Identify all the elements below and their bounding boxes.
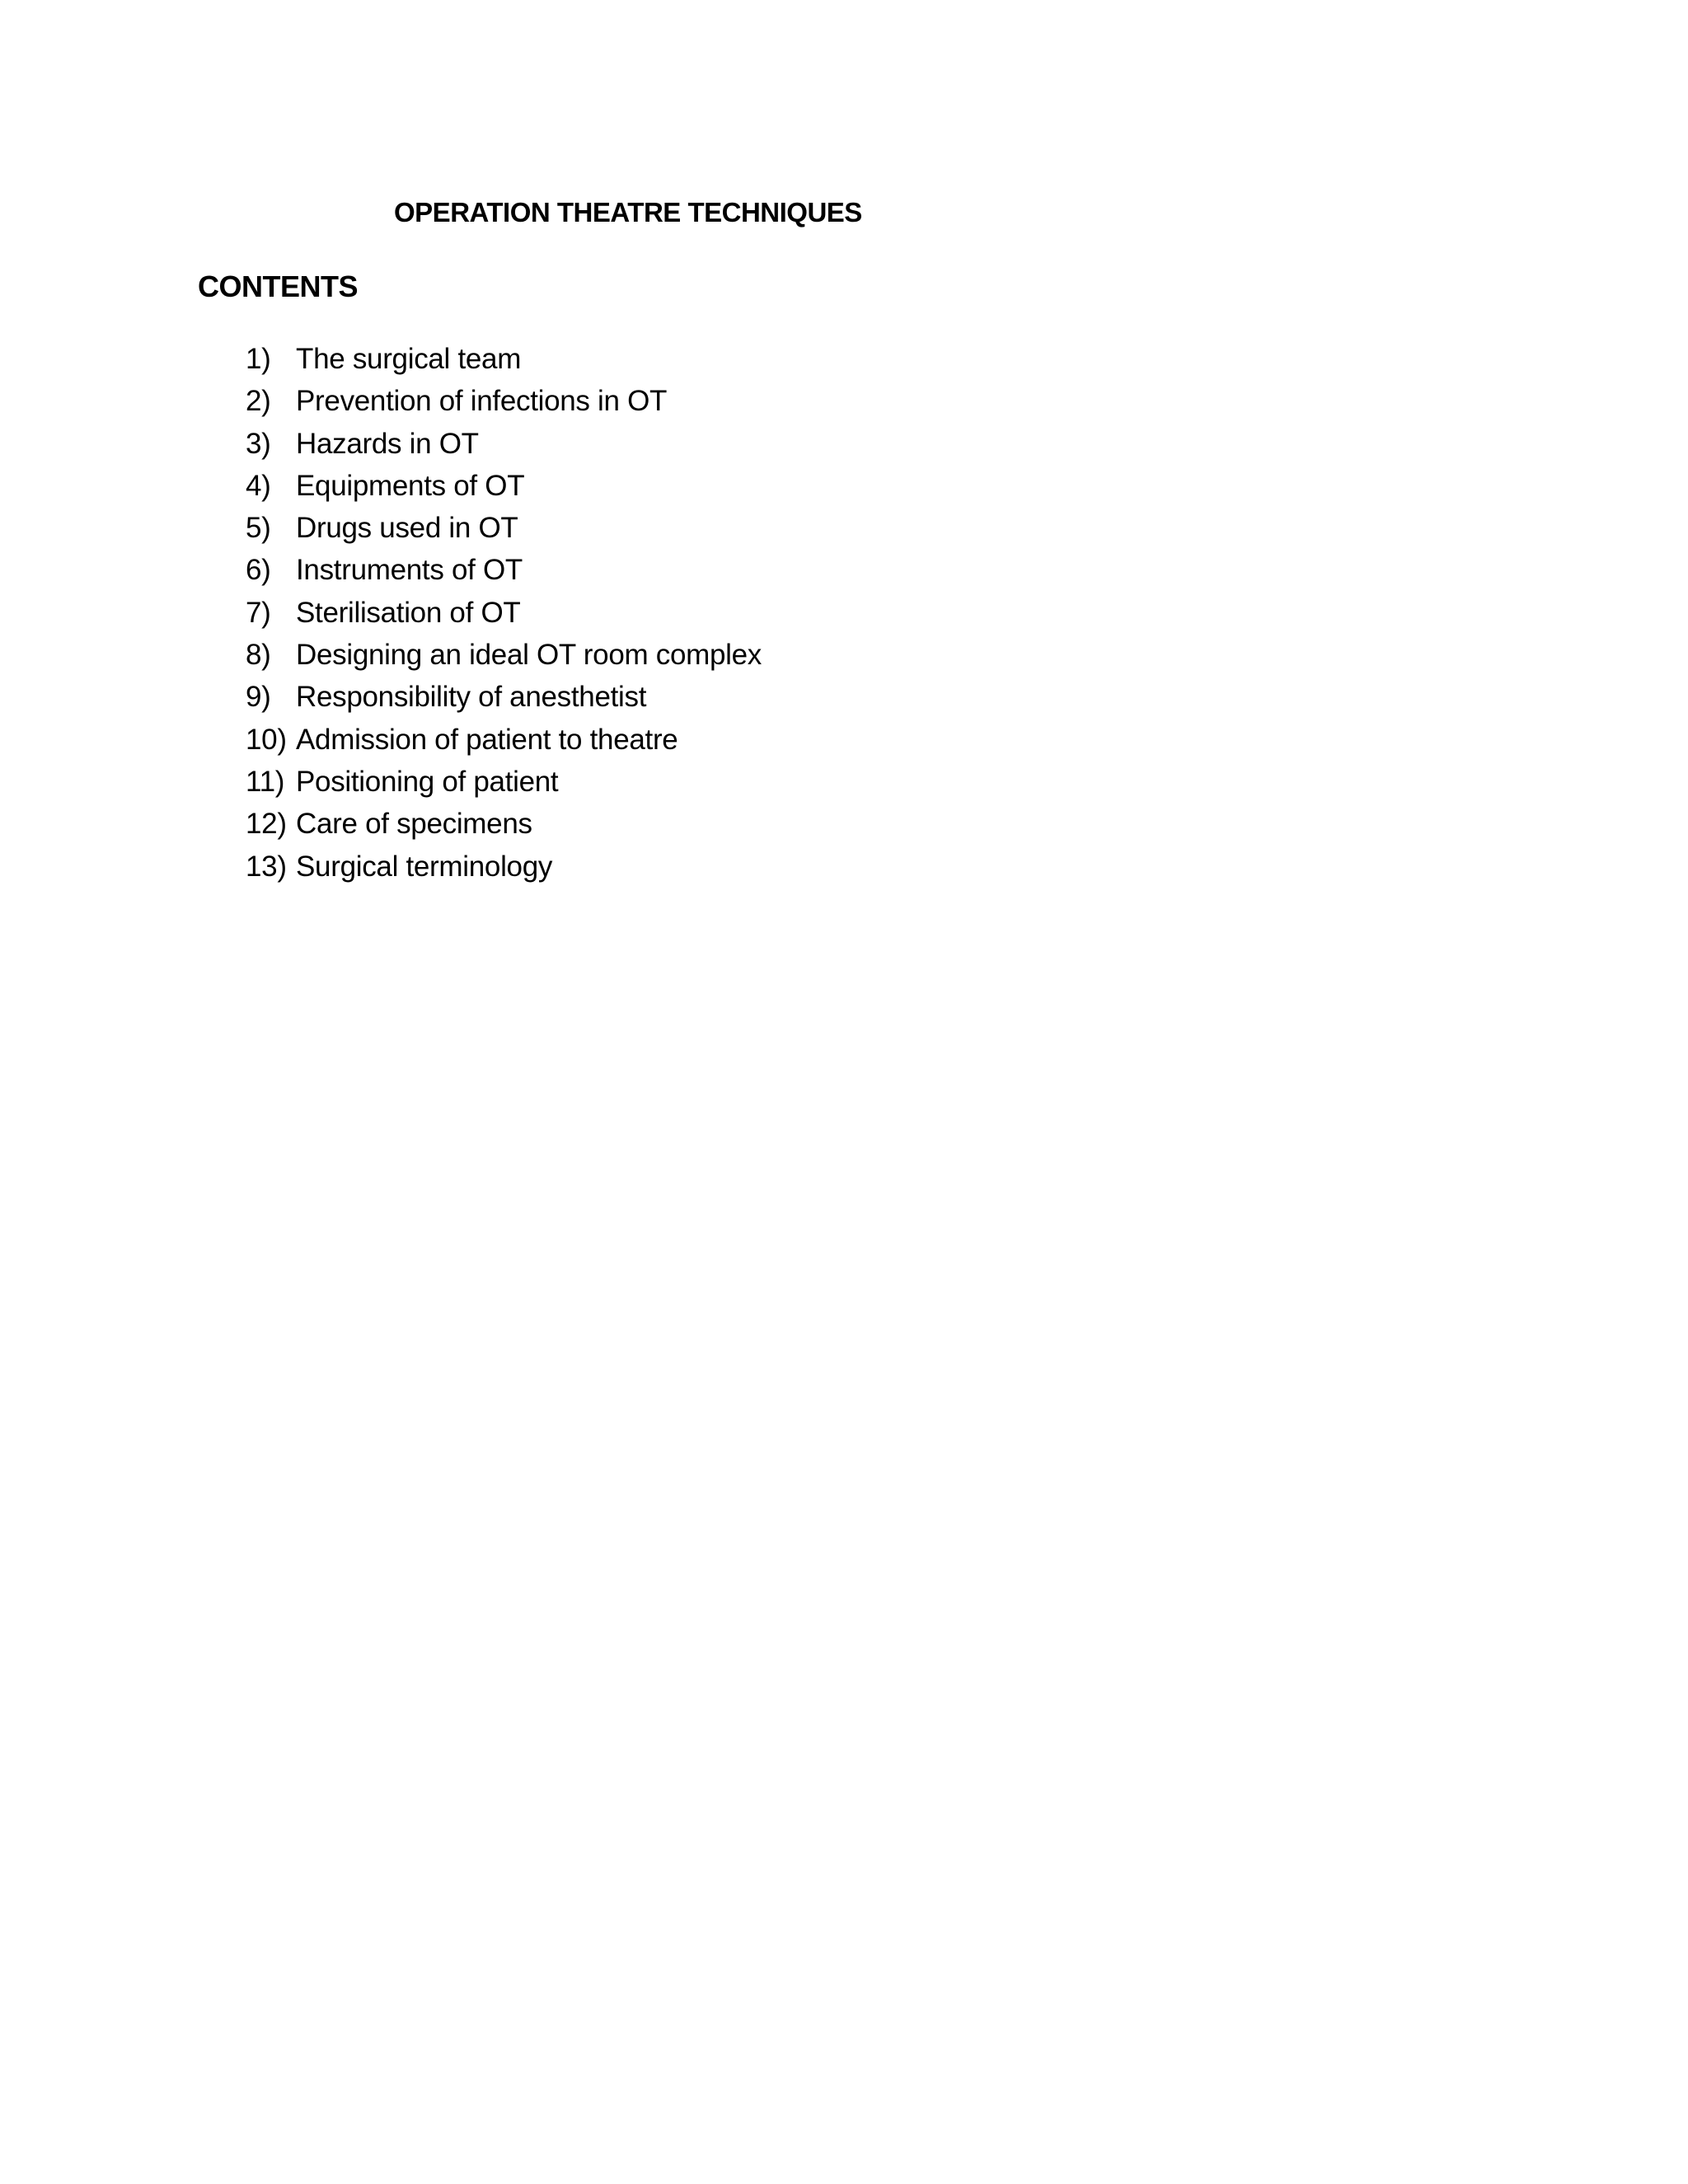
contents-heading: CONTENTS	[198, 269, 358, 303]
list-item-number: 1)	[246, 343, 271, 375]
list-item-text: Surgical terminology	[296, 850, 553, 883]
list-item-number: 4)	[246, 469, 271, 502]
list-item-number: 7)	[246, 596, 271, 629]
list-item-text: Instruments of OT	[296, 554, 523, 587]
list-item-text: Care of specimens	[296, 808, 532, 841]
list-item-text: Sterilisation of OT	[296, 596, 521, 629]
list-item-text: Designing an ideal OT room complex	[296, 639, 762, 672]
list-item-text: Hazards in OT	[296, 427, 479, 460]
list-item-number: 13)	[246, 850, 287, 883]
list-item-number: 10)	[246, 723, 287, 756]
list-item-number: 8)	[246, 639, 271, 672]
list-item-text: Positioning of patient	[296, 765, 559, 798]
list-item-text: The surgical team	[296, 343, 522, 375]
list-item-number: 2)	[246, 385, 271, 418]
page-title: OPERATION THEATRE TECHNIQUES	[394, 197, 862, 227]
list-item-text: Equipments of OT	[296, 469, 525, 502]
list-item-number: 5)	[246, 512, 271, 545]
list-item-text: Admission of patient to theatre	[296, 723, 678, 756]
list-item-number: 12)	[246, 808, 287, 841]
list-item-number: 11)	[246, 765, 285, 798]
list-item-text: Responsibility of anesthetist	[296, 681, 647, 714]
list-item-number: 9)	[246, 681, 271, 714]
list-item-number: 3)	[246, 427, 271, 460]
list-item-text: Drugs used in OT	[296, 512, 518, 545]
list-item-text: Prevention of infections in OT	[296, 385, 668, 418]
list-item-number: 6)	[246, 554, 271, 587]
